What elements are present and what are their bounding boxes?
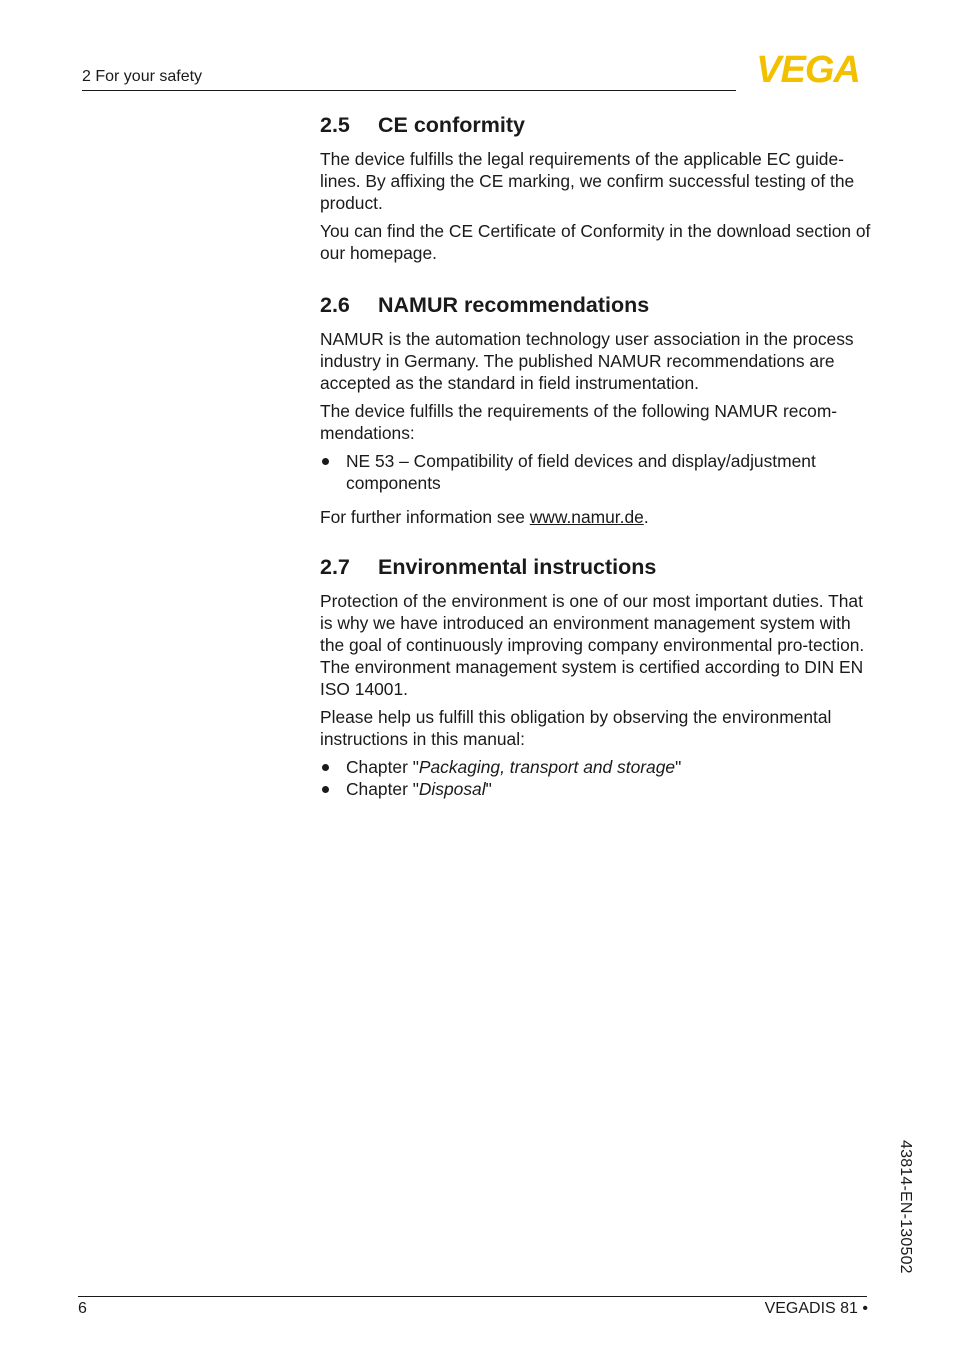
chapter-prefix: Chapter " (346, 779, 419, 799)
env-list (320, 756, 876, 800)
footer-rule (78, 1296, 867, 1297)
bullet-icon (322, 458, 329, 465)
further-prefix: For further information see (320, 507, 530, 527)
list-item (320, 756, 876, 778)
section-ce-conformity (320, 110, 876, 264)
chapter-suffix: " (675, 757, 682, 777)
chapter-prefix: Chapter " (346, 757, 419, 777)
namur-paragraph-1: NAMUR is the automation technology user association in the process industry in Germany. The published NAMUR recommendations are accepted as the standard in field instrumentation. (320, 329, 854, 393)
chapter-title: Packaging, transport and storage (418, 757, 676, 777)
section-heading-namur (320, 290, 876, 320)
bullet-icon (322, 786, 329, 793)
list-item-text: NE 53 – Compatibility of field devices and display/adjustment components (346, 451, 816, 493)
section-heading-env (320, 552, 876, 582)
main-content (320, 110, 876, 826)
footer-product: VEGADIS 81 • (764, 1300, 868, 1317)
section-number: 2.6 (320, 293, 350, 317)
bullet-icon (322, 764, 329, 771)
namur-further-info (320, 506, 876, 528)
section-number: 2.7 (320, 555, 350, 579)
section-number: 2.5 (320, 113, 350, 137)
ce-paragraph-2: You can find the CE Certificate of Conformity in the download section of our homepage. (320, 221, 871, 263)
section-heading-ce (320, 110, 876, 140)
vega-logo-text: VEGA (756, 50, 860, 86)
env-paragraph-2: Please help us fulfill this obligation by observing the environmental instructions in this manual: (320, 707, 832, 749)
section-environmental (320, 552, 876, 800)
chapter-title: Disposal (418, 779, 486, 799)
section-title: CE conformity (378, 113, 525, 137)
running-head: 2 For your safety (82, 68, 203, 85)
page-number: 6 (78, 1300, 87, 1317)
namur-link[interactable]: www.namur.de (529, 507, 644, 527)
section-title: Environmental instructions (378, 555, 657, 579)
ce-paragraph-1: The device fulfills the legal requirements of the applicable EC guide-lines. By affixing the CE marking, we confirm successful testing of the product. (320, 149, 855, 213)
env-paragraph-1: Protection of the environment is one of our most important duties. That is why we have introduced an environment management system with the goal of continuously improving company environmental pro-tection. The environment management system is certified according to DIN EN ISO 14001. (320, 591, 865, 699)
list-item (320, 450, 876, 494)
chapter-suffix: " (485, 779, 492, 799)
further-suffix: . (643, 507, 649, 527)
namur-paragraph-2: The device fulfills the requirements of the following NAMUR recom-mendations: (320, 401, 838, 443)
section-namur (320, 290, 876, 528)
document-code: 43814-EN-130502 (897, 1140, 914, 1274)
section-title: NAMUR recommendations (378, 293, 650, 317)
vega-logo (742, 50, 874, 86)
header-rule (82, 90, 736, 91)
namur-list (320, 450, 876, 494)
list-item (320, 778, 876, 800)
